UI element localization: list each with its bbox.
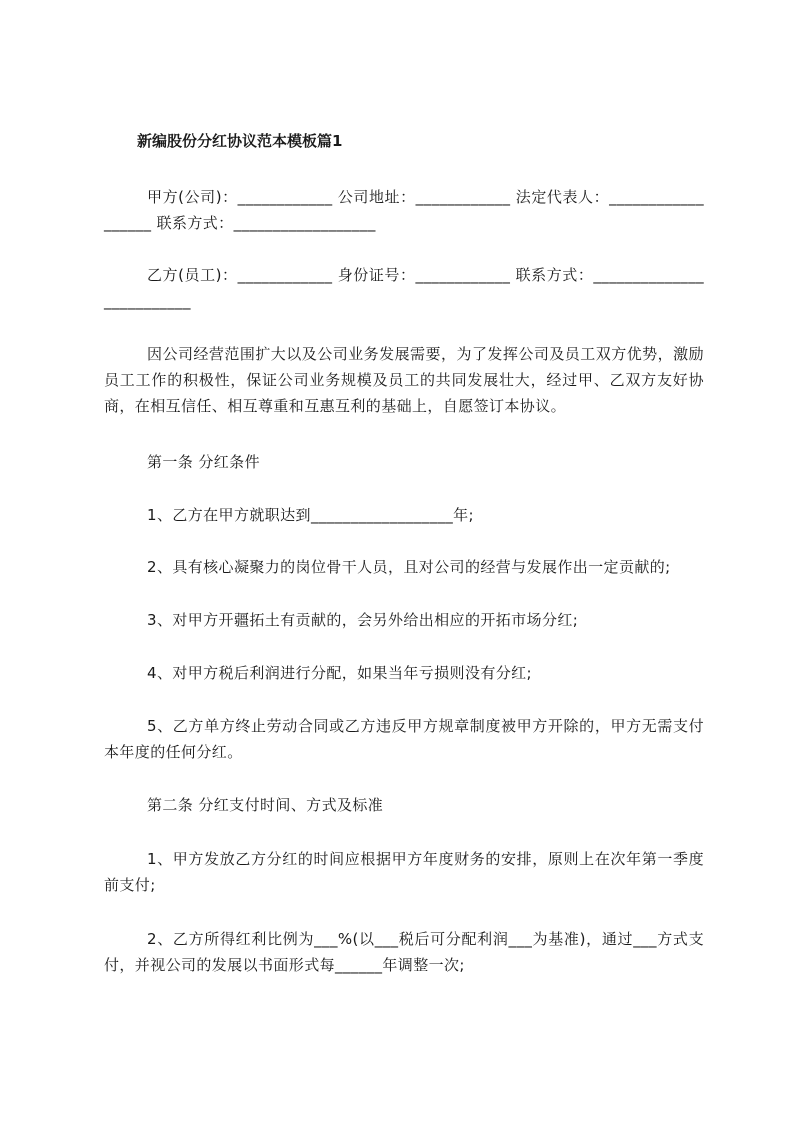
article-2-item-2: 2、乙方所得红利比例为___%(以___税后可分配利润___为基准)，通过___方式支付，并视公司的发展以书面形式每______年调整一次; (104, 930, 704, 974)
article-2-item-1: 1、甲方发放乙方分红的时间应根据甲方年度财务的安排，原则上在次年第一季度前支付; (104, 850, 704, 894)
article-1-heading: 第一条 分红条件 (147, 453, 260, 471)
article-1-item-2: 2、具有核心凝聚力的岗位骨干人员，且对公司的经营与发展作出一定贡献的; (147, 558, 671, 576)
article-1-item-5: 5、乙方单方终止劳动合同或乙方违反甲方规章制度被甲方开除的，甲方无需支付本年度的任何分红。 (104, 717, 704, 761)
document-title: 新编股份分红协议范本模板篇1 (137, 132, 343, 150)
preamble-paragraph: 因公司经营范围扩大以及公司业务发展需要，为了发挥公司及员工双方优势，激励员工工作的积极性，保证公司业务规模及员工的共同发展壮大，经过甲、乙双方友好协商，在相互信任、相互尊重和互惠互利的基础上，自愿签订本协议。 (104, 345, 704, 415)
article-1-item-3: 3、对甲方开疆拓土有贡献的，会另外给出相应的开拓市场分红; (147, 611, 579, 629)
party-b-info: 乙方(员工)：____________ 身份证号：____________ 联系方式：_________________________ (104, 266, 704, 310)
article-1-item-1: 1、乙方在甲方就职达到__________________年; (147, 506, 474, 524)
party-a-info: 甲方(公司)：____________ 公司地址：____________ 法定代表人：__________________ 联系方式：__________________ (104, 188, 704, 232)
article-2-heading: 第二条 分红支付时间、方式及标准 (147, 796, 384, 814)
article-1-item-4: 4、对甲方税后利润进行分配，如果当年亏损则没有分红; (147, 664, 532, 682)
